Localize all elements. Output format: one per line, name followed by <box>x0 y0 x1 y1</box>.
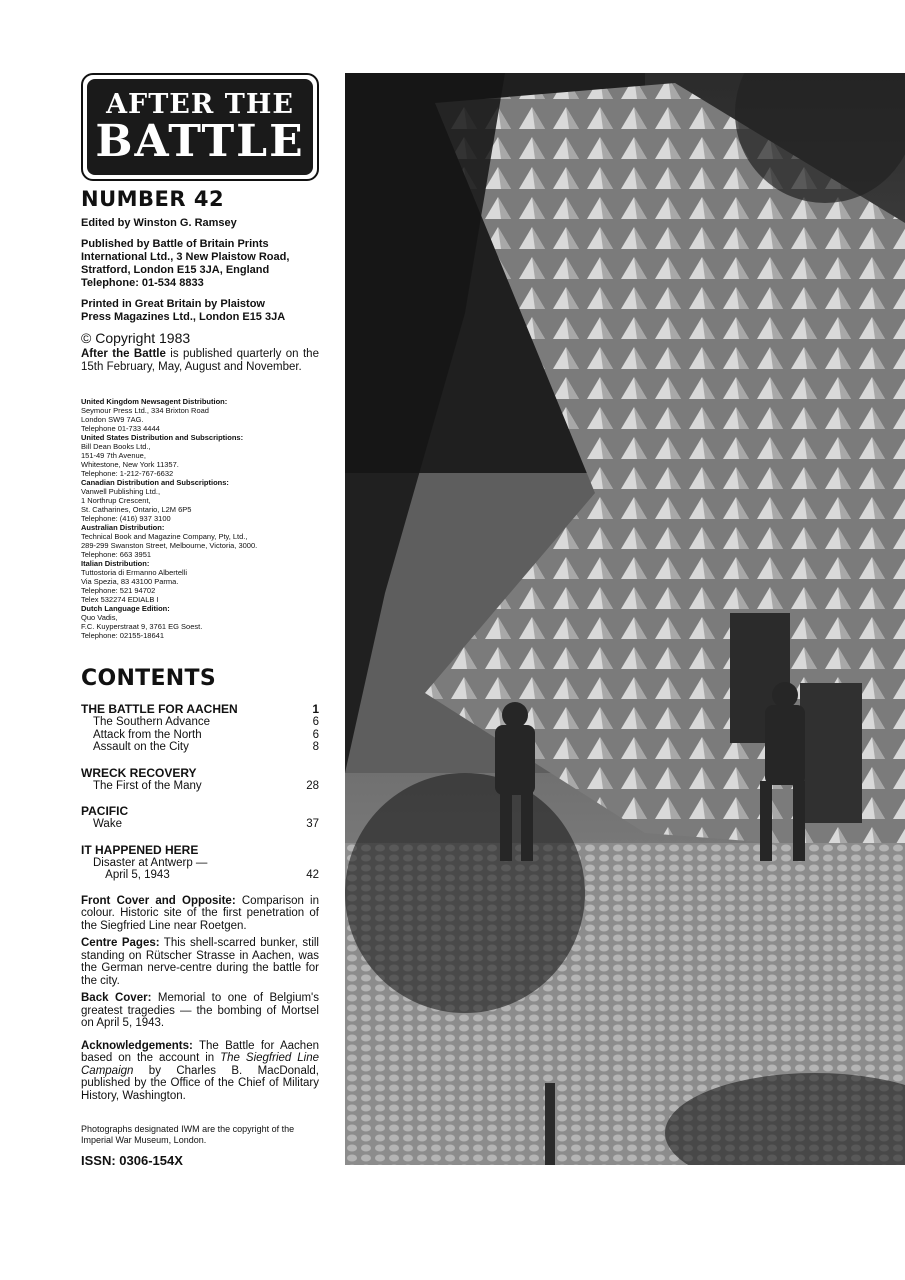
distribution-line: Technical Book and Magazine Company, Pty, Ltd., <box>81 532 248 541</box>
note-text: This shell-scarred bunker, still standing on Rütscher Strasse in Aachen, was the German nerve-centre during the battle for the city. <box>81 937 319 987</box>
page-number: 8 <box>312 741 319 753</box>
note-text: Memorial to one of Belgium's greatest tragedies — the bombing of Mortsel on April 5, 1943. <box>81 992 319 1029</box>
article-title[interactable]: April 5, 1943 <box>93 869 170 881</box>
page-number: 1 <box>312 702 319 716</box>
distribution-line: London SW9 7AG. <box>81 415 144 424</box>
photo-credit: Photographs designated IWM are the copyright of the Imperial War Museum, London. <box>81 1124 295 1145</box>
distribution-line: 1 Northrup Crescent, <box>81 496 151 505</box>
cover-note <box>81 895 319 933</box>
frequency-title: After the Battle <box>81 348 166 360</box>
page-number: 42 <box>306 869 319 881</box>
contents-section <box>81 805 319 831</box>
page-number: 6 <box>312 728 319 741</box>
publisher-line: Published by Battle of Britain Prints <box>81 238 269 250</box>
ack-book-title: The Siegfried Line Campaign <box>81 1052 319 1077</box>
contents-section <box>81 703 319 754</box>
editor-credit: Edited by Winston G. Ramsey <box>81 217 237 229</box>
section-title[interactable]: PACIFIC <box>81 804 129 818</box>
note-text: Comparison in colour. Historic site of the first penetration of the Siegfried Line near Roetgen. <box>81 894 320 932</box>
publication-frequency <box>81 348 319 373</box>
publisher-line: Telephone: 01-534 8833 <box>81 277 204 289</box>
page-number: 28 <box>306 779 319 792</box>
contents-heading: CONTENTS <box>81 666 216 691</box>
distribution-heading: Australian Distribution: <box>81 523 165 532</box>
frequency-text: is published quarterly on the 15th February, May, August and November. <box>81 348 319 373</box>
distribution-heading: Italian Distribution: <box>81 559 150 568</box>
distribution-line: Telephone: 02155-18641 <box>81 631 164 640</box>
article-title[interactable]: Attack from the North <box>93 728 202 741</box>
distribution-line: Telephone: (416) 937 3100 <box>81 514 171 523</box>
ack-text-1: The Battle for Aachen based on the account in <box>81 1039 319 1064</box>
section-title[interactable]: IT HAPPENED HERE <box>81 842 199 857</box>
contents-section <box>81 844 319 882</box>
publisher-line: Stratford, London E15 3JA, England <box>81 264 270 276</box>
distribution-line: Telex 532274 EDIALB I <box>81 595 159 604</box>
distribution-heading: Canadian Distribution and Subscriptions: <box>81 478 229 487</box>
distribution-line: 289-299 Swanston Street, Melbourne, Victoria, 3000. <box>81 541 258 550</box>
back-cover-note <box>81 992 319 1030</box>
distribution-heading: Dutch Language Edition: <box>81 604 170 613</box>
page-number: 37 <box>306 818 319 830</box>
issue-number: NUMBER 42 <box>81 187 225 211</box>
distribution-line: Vanwell Publishing Ltd., <box>81 487 161 496</box>
copyright: © Copyright 1983 <box>81 330 191 346</box>
distribution-line: Whitestone, New York 11357. <box>81 460 179 469</box>
distribution-line: Telephone: 521 94702 <box>81 586 156 595</box>
distribution-line: Via Spezia, 83 43100 Parma. <box>81 577 179 586</box>
page-number: 6 <box>312 716 319 728</box>
article-title[interactable]: Wake <box>93 818 122 830</box>
section-title[interactable]: THE BATTLE FOR AACHEN <box>81 702 238 716</box>
distribution-line: Tuttostoria di Ermanno Albertelli <box>81 568 188 577</box>
distribution-line: Bill Dean Books Ltd., <box>81 442 151 451</box>
distribution-line: Telephone: 1-212-767-6632 <box>81 469 174 478</box>
publisher-block <box>81 238 319 290</box>
issn: ISSN: 0306-154X <box>81 1153 183 1168</box>
printer-line: Press Magazines Ltd., London E15 3JA <box>81 311 286 323</box>
article-title[interactable]: Assault on the City <box>93 741 189 753</box>
publisher-line: International Ltd., 3 New Plaistow Road, <box>81 251 290 263</box>
note-label: Centre Pages: <box>81 937 160 949</box>
section-title[interactable]: WRECK RECOVERY <box>81 765 197 780</box>
article-title[interactable]: The Southern Advance <box>93 716 210 728</box>
distribution-line: Telephone: 663 3951 <box>81 550 152 559</box>
magazine-logo <box>81 73 319 181</box>
ack-label: Acknowledgements: <box>81 1039 193 1052</box>
distribution-line: Quo Vadis, <box>81 613 118 622</box>
distribution-list <box>81 397 319 640</box>
logo-line-2: BATTLE <box>95 115 305 167</box>
masthead-column <box>81 73 319 1168</box>
printer-line: Printed in Great Britain by Plaistow <box>81 298 265 310</box>
distribution-heading: United States Distribution and Subscriptions: <box>81 433 244 442</box>
contents-section <box>81 767 319 793</box>
article-title[interactable]: Disaster at Antwerp — <box>93 856 208 869</box>
distribution-line: Telephone 01-733 4444 <box>81 424 160 433</box>
distribution-line: 151-49 7th Avenue, <box>81 451 146 460</box>
note-label: Back Cover: <box>81 992 152 1004</box>
distribution-line: F.C. Kuyperstraat 9, 3761 EG Soest. <box>81 622 203 631</box>
dragons-teeth-photo <box>345 73 905 1165</box>
ack-text-2: by Charles B. MacDonald, published by the Office of the Chief of Military History, Washington. <box>81 1064 319 1102</box>
centre-pages-note <box>81 937 319 987</box>
acknowledgements <box>81 1040 319 1103</box>
distribution-line: Seymour Press Ltd., 334 Brixton Road <box>81 406 209 415</box>
note-label: Front Cover and Opposite: <box>81 894 236 907</box>
distribution-line: St. Catharines, Ontario, L2M 6P5 <box>81 505 192 514</box>
article-title[interactable]: The First of the Many <box>93 779 202 792</box>
distribution-heading: United Kingdom Newsagent Distribution: <box>81 397 228 406</box>
logo-line-1: AFTER THE <box>106 88 294 120</box>
printer-block <box>81 298 319 324</box>
